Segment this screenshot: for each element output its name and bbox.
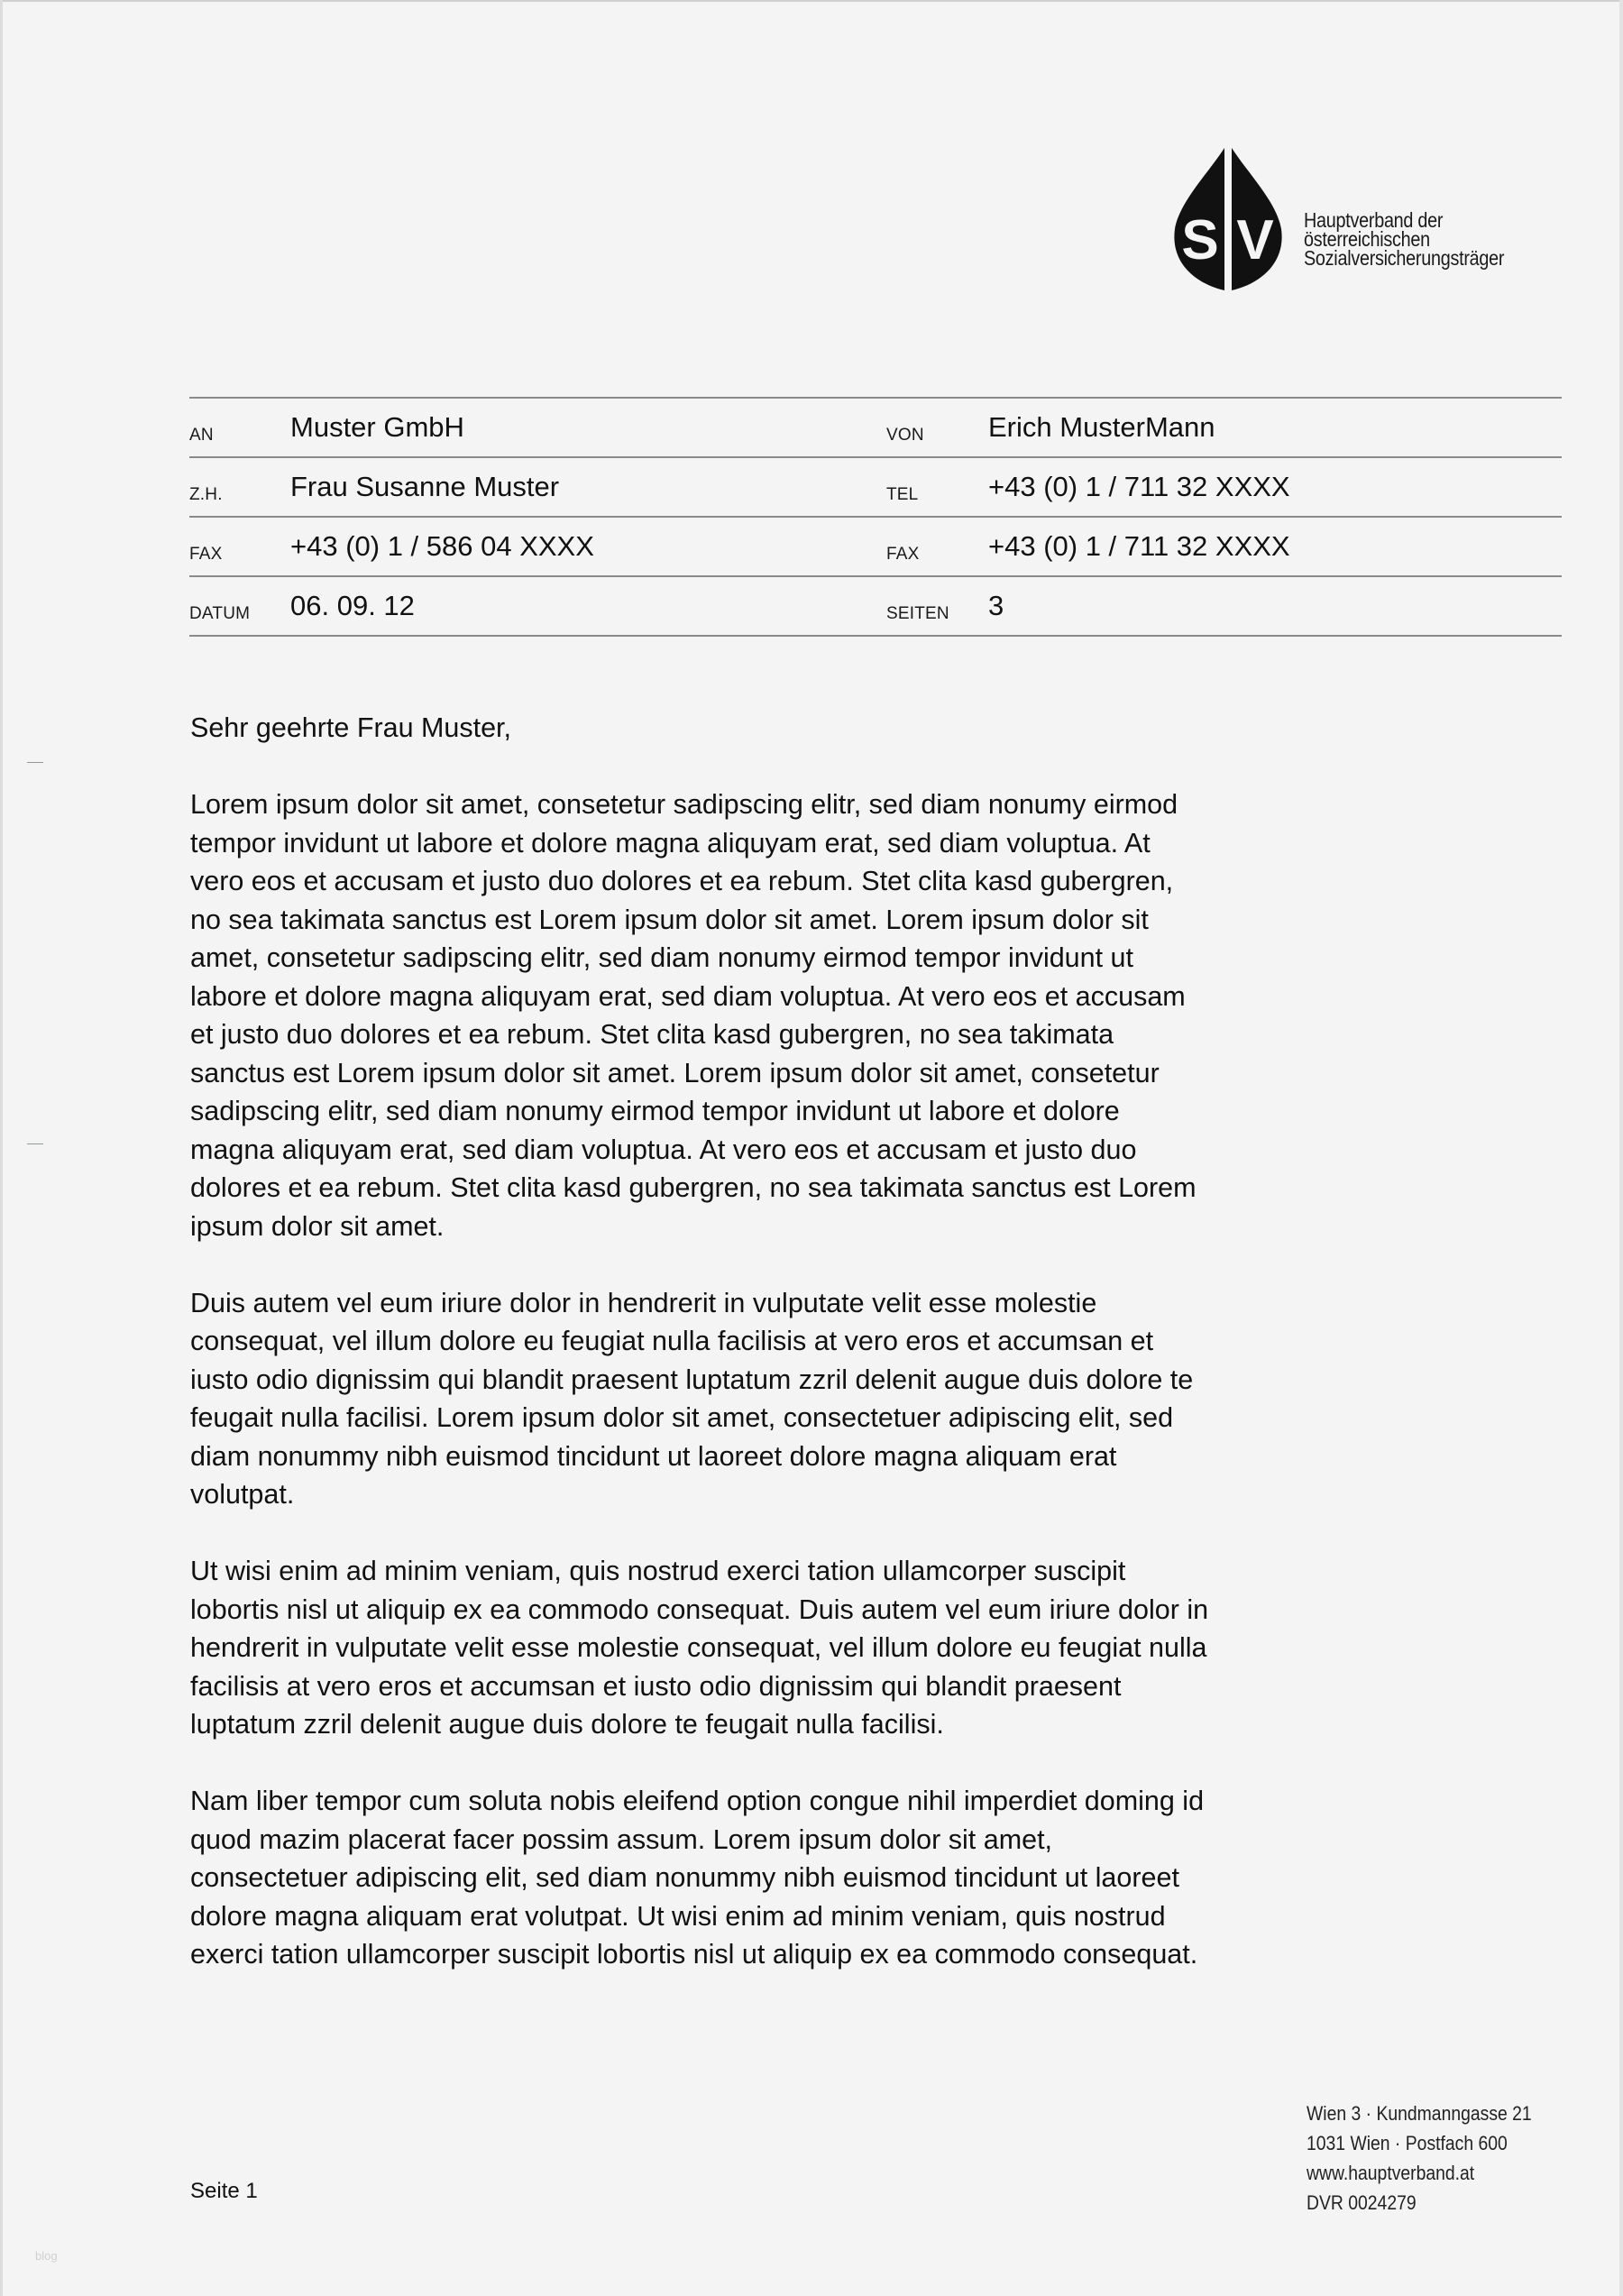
footer-address-line: 1031 Wien · Postfach 600 [1307,2132,1508,2154]
field-label-zh: Z.H. [189,485,223,504]
field-label-von: VON [886,426,924,445]
paragraph [190,1284,1362,1514]
field-value-attention: Frau Susanne Muster [290,471,560,502]
organization-logo [1172,146,1587,292]
paragraph-line: Ut wisi enim ad minim veniam, quis nostrud exerci tation ullamcorper suscipit [190,1556,1126,1586]
page-edge-left [0,0,3,2296]
paragraph-line: Duis autem vel eum iriure dolor in hendrerit in vulputate velit esse molestie [190,1287,1097,1318]
field-label-fax: FAX [189,545,223,564]
logo-monogram-v: V [1236,209,1274,271]
paragraph-line: volutpat. [190,1479,295,1510]
field-label-datum: DATUM [189,604,251,623]
footer-address-line: Wien 3 · Kundmanngasse 21 [1307,2102,1532,2125]
paragraph-line: labore et dolore magna aliquyam erat, sed diam voluptua. At vero eos et accusam [190,980,1186,1012]
organization-name [1304,208,1505,270]
paragraph-line: sanctus est Lorem ipsum dolor sit amet. Lorem ipsum dolor sit amet, consetetur [190,1057,1160,1088]
paragraph-line: quod mazim placerat facer possim assum. Lorem ipsum dolor sit amet, [190,1823,1053,1855]
header-row-recipient [189,397,1562,456]
field-label-fax: FAX [886,545,920,564]
field-label-seiten: SEITEN [886,604,949,623]
letter-header-table [189,397,1562,637]
paragraph-line: hendrerit in vulputate velit esse molestie consequat, vel illum dolore eu feugiat nulla [190,1632,1207,1663]
paragraph-line: lobortis nisl ut aliquip ex ea commodo consequat. Duis autem vel eum iriure dolor in [190,1593,1209,1625]
letter-paragraphs [190,785,1362,1974]
paragraph-line: tempor invidunt ut labore et dolore magna aliquyam erat, sed diam voluptua. At [190,827,1151,859]
header-row-date [189,575,1562,637]
paragraph-line: consectetuer adipiscing elit, sed diam nonummy nibh euismod tincidunt ut laoreet [190,1862,1179,1893]
field-label-tel: TEL [886,485,919,504]
organization-name-line: Hauptverband der [1304,208,1444,232]
field-value-recipient: Muster GmbH [290,411,464,443]
paragraph [190,1782,1362,1974]
paragraph-line: Nam liber tempor cum soluta nobis eleifend option congue nihil imperdiet doming id [190,1786,1205,1816]
paragraph-line: dolores et ea rebum. Stet clita kasd gubergren, no sea takimata sanctus est Lorem [190,1172,1197,1203]
page-edge-right [1619,0,1623,2296]
field-value-sender: Erich MusterMann [988,411,1215,443]
organization-name-line: österreichischen [1304,227,1430,251]
field-value-page-count: 3 [988,590,1004,621]
paragraph [190,785,1362,1245]
field-value-sender-fax: +43 (0) 1 / 711 32 XXXX [988,530,1290,562]
paragraph-line: diam nonummy nibh euismod tincidunt ut laoreet dolore magna aliquam erat [190,1440,1117,1472]
page-edge-top [0,0,1623,2]
letter-body [190,709,1362,2012]
header-row-fax [189,516,1562,575]
paragraph-line: iusto odio dignissim qui blandit praesent luptatum zzril delenit augue duis dolore te [190,1364,1194,1395]
paragraph-line: ipsum dolor sit amet. [190,1210,445,1242]
field-value-recipient-fax: +43 (0) 1 / 586 04 XXXX [290,530,594,562]
fold-mark-top [27,762,43,763]
organization-name-line: Sozialversicherungsträger [1304,246,1505,270]
paragraph-line: no sea takimata sanctus est Lorem ipsum dolor sit amet. Lorem ipsum dolor sit [190,904,1149,935]
paragraph-line: amet, consetetur sadipscing elitr, sed diam nonumy eirmod tempor invidunt ut [190,942,1133,973]
footer-website: www.hauptverband.at [1307,2162,1475,2184]
logo-monogram-s: S [1181,209,1219,271]
header-row-attention [189,456,1562,516]
paragraph-line: et justo duo dolores et ea rebum. Stet clita kasd gubergren, no sea takimata [190,1019,1114,1050]
field-label-an: AN [189,426,214,445]
paragraph-line: Lorem ipsum dolor sit amet, consetetur sadipscing elitr, sed diam nonumy eirmod [190,789,1178,820]
paragraph-line: feugait nulla facilisi. Lorem ipsum dolor sit amet, consectetuer adipiscing elit, sed [190,1402,1174,1433]
paragraph [190,1552,1362,1744]
paragraph-line: vero eos et accusam et justo duo dolores et ea rebum. Stet clita kasd gubergren, [190,866,1174,896]
fold-mark-middle [27,1143,43,1144]
paragraph-line: consequat, vel illum dolore eu feugiat nulla facilisis at vero eros et accumsan et [190,1326,1154,1356]
paragraph-line: exerci tation ullamcorper suscipit lobortis nisl ut aliquip ex ea commodo consequat. [190,1939,1198,1970]
paragraph-line: magna aliquyam erat, sed diam voluptua. At vero eos et accusam et justo duo [190,1134,1137,1165]
footer-address [1307,2099,1532,2218]
watermark: blog [35,2249,58,2263]
paragraph-line: luptatum zzril delenit augue duis dolore te feugait nulla facilisi. [190,1709,944,1740]
field-value-sender-phone: +43 (0) 1 / 711 32 XXXX [988,471,1290,502]
field-value-date: 06. 09. 12 [290,590,415,621]
salutation: Sehr geehrte Frau Muster, [190,712,512,743]
sv-droplet-logo-icon [1172,146,1284,292]
paragraph-line: facilisis at vero eros et accumsan et iusto odio dignissim qui blandit praesent [190,1670,1122,1702]
paragraph-line: sadipscing elitr, sed diam nonumy eirmod tempor invidunt ut labore et dolore [190,1096,1120,1126]
page-number: Seite 1 [190,2179,258,2203]
footer-dvr-number: DVR 0024279 [1307,2191,1417,2214]
paragraph-line: dolore magna aliquam erat volutpat. Ut wisi enim ad minim veniam, quis nostrud [190,1900,1166,1932]
